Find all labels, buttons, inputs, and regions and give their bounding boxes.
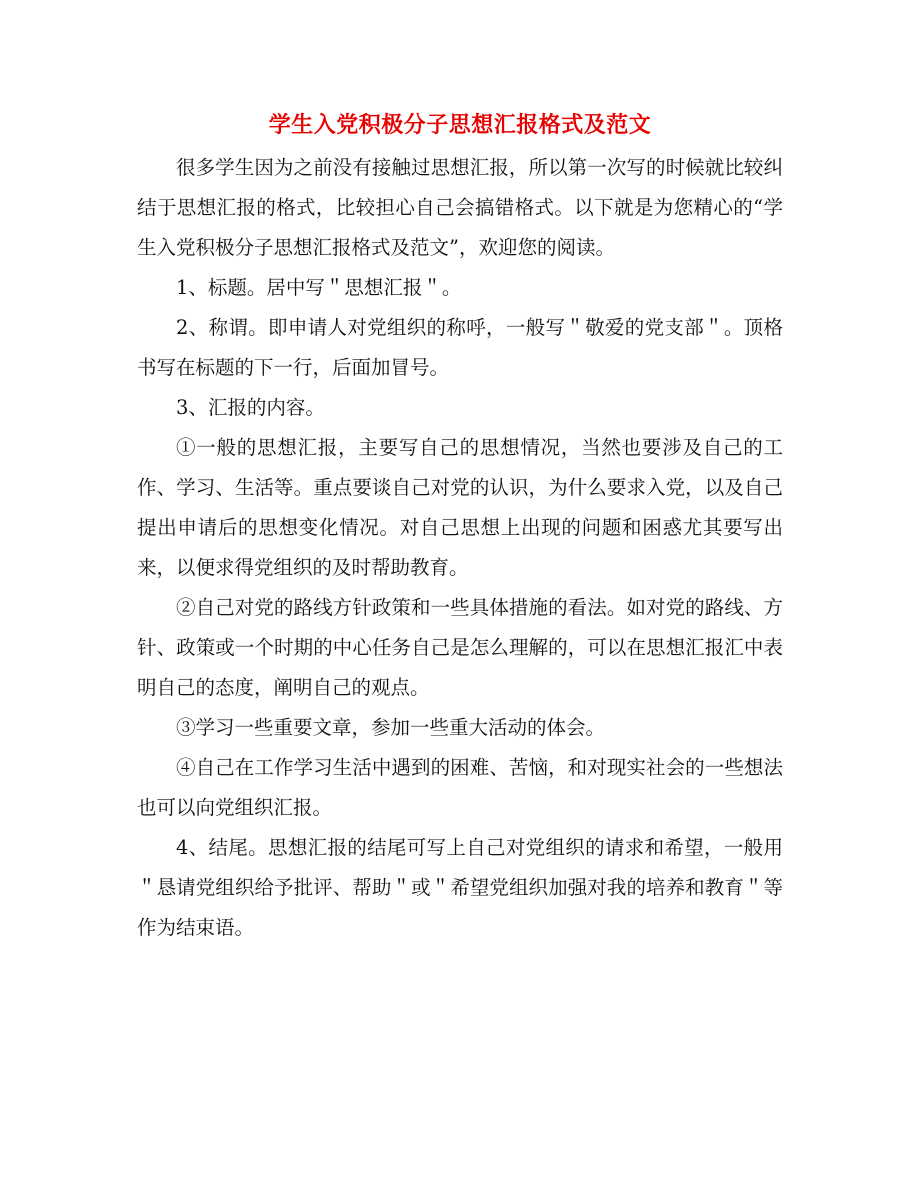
paragraph-ending-rule: 4、结尾。思想汇报的结尾可写上自己对党组织的请求和希望，一般用＂恳请党组织给予批评、帮助＂或＂希望党组织加强对我的培养和教育＂等作为结束语。 bbox=[137, 836, 783, 939]
document-body bbox=[137, 148, 783, 948]
paragraph-content-item-4: ④自己在工作学习生活中遇到的困难、苦恼，和对现实社会的一些想法也可以向党组织汇报。 bbox=[137, 756, 783, 819]
paragraph-salutation-rule: 2、称谓。即申请人对党组织的称呼，一般写＂敬爱的党支部＂。顶格书写在标题的下一行，后面加冒号。 bbox=[137, 316, 783, 379]
paragraph-content-heading: 3、汇报的内容。 bbox=[176, 396, 325, 419]
paragraph-content-item-2: ②自己对党的路线方针政策和一些具体措施的看法。如对党的路线、方针、政策或一个时期的中心任务自己是怎么理解的，可以在思想汇报汇中表明自己的态度，阐明自己的观点。 bbox=[137, 596, 783, 699]
paragraph-intro: 很多学生因为之前没有接触过思想汇报，所以第一次写的时候就比较纠结于思想汇报的格式，比较担心自己会搞错格式。以下就是为您精心的“学生入党积极分子思想汇报格式及范文”，欢迎您的阅读。 bbox=[137, 156, 783, 259]
paragraph-content-item-3: ③学习一些重要文章，参加一些重大活动的体会。 bbox=[176, 716, 606, 739]
paragraph-title-rule: 1、标题。居中写＂思想汇报＂。 bbox=[176, 276, 462, 299]
document-title: 学生入党积极分子思想汇报格式及范文 bbox=[268, 112, 652, 138]
paragraph-content-item-1: ①一般的思想汇报，主要写自己的思想情况，当然也要涉及自己的工作、学习、生活等。重点要谈自己对党的认识，为什么要求入党，以及自己提出申请后的思想变化情况。对自己思想上出现的问题和困惑尤其要写出来，以便求得党组织的及时帮助教育。 bbox=[137, 436, 783, 579]
